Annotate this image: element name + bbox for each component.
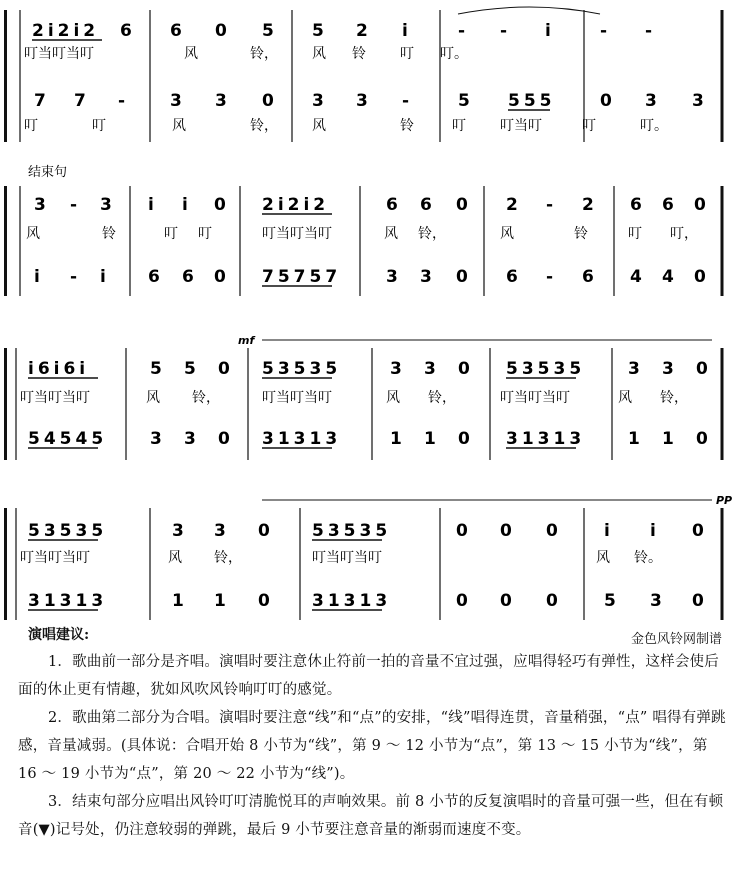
lyric: 风 — [500, 226, 514, 242]
lyric: 风 — [386, 390, 400, 406]
lyric: 铃 — [400, 118, 414, 134]
tie-arc — [458, 7, 600, 14]
note: 53535 — [28, 521, 108, 541]
note: 3 — [34, 195, 46, 215]
note: 7 — [74, 91, 86, 111]
note: 555 — [508, 91, 556, 111]
note: - — [70, 195, 78, 215]
lyric: 叮当叮当叮 — [20, 390, 90, 406]
note: 2i2i2 — [262, 195, 330, 215]
lyric: 叮 — [400, 46, 414, 62]
lyric: 叮当叮 — [500, 118, 542, 134]
note: 1 — [662, 429, 674, 449]
lyric: 铃， — [214, 550, 242, 566]
note: 54545 — [28, 429, 108, 449]
lyric: 风 — [172, 118, 186, 134]
note: 5 — [604, 591, 616, 611]
note: 0 — [262, 91, 274, 111]
note: 0 — [258, 521, 270, 541]
note: 3 — [356, 91, 368, 111]
lyric: 风 — [26, 226, 40, 242]
note: 3 — [184, 429, 196, 449]
note: - — [600, 21, 608, 41]
note: i — [545, 21, 551, 41]
note: 3 — [662, 359, 674, 379]
note: 3 — [390, 359, 402, 379]
note: 3 — [172, 521, 184, 541]
note: 0 — [696, 359, 708, 379]
lyric: 铃， — [660, 390, 688, 406]
note: i — [148, 195, 154, 215]
note: 5 — [312, 21, 324, 41]
note: 0 — [500, 591, 512, 611]
note: 1 — [424, 429, 436, 449]
note: 6 — [386, 195, 398, 215]
note: 0 — [214, 195, 226, 215]
note: 3 — [645, 91, 657, 111]
lyric: 叮 — [24, 118, 38, 134]
lyric: 铃。 — [634, 550, 662, 566]
advice-paragraph-1: 1．歌曲前一部分是齐唱。演唱时要注意休止符前一拍的音量不宜过强，应唱得轻巧有弹性，这样会使后面的休止更有情趣，犹如风吹风铃响叮叮的感觉。 — [18, 654, 719, 698]
note: 0 — [546, 521, 558, 541]
lyric: 铃 — [574, 226, 588, 242]
note: 31313 — [28, 591, 108, 611]
lyric: 铃， — [418, 226, 446, 242]
note: 2i2i2 — [32, 21, 100, 41]
note: 3 — [215, 91, 227, 111]
note: i — [100, 267, 106, 287]
lyric: 铃， — [428, 390, 456, 406]
lyric: 风 — [312, 46, 326, 62]
system-bracket — [4, 186, 7, 296]
lyric: 风 — [184, 46, 198, 62]
note: 0 — [215, 21, 227, 41]
note: 2 — [582, 195, 594, 215]
dynamic-mark: mf — [238, 334, 255, 347]
lyric: 叮当叮当叮 — [24, 46, 94, 62]
lyric: 叮 — [198, 226, 212, 242]
section-label: 结束句 — [28, 165, 68, 180]
note: 6 — [182, 267, 194, 287]
note: 3 — [424, 359, 436, 379]
note: 4 — [630, 267, 642, 287]
lyric: 铃， — [250, 118, 278, 134]
note: 3 — [100, 195, 112, 215]
note: 0 — [694, 195, 706, 215]
note: 6 — [420, 195, 432, 215]
note: 5 — [184, 359, 196, 379]
note: 31313 — [262, 429, 342, 449]
note: 1 — [390, 429, 402, 449]
lyric: 叮当叮当叮 — [500, 390, 570, 406]
note: i6i6i — [28, 359, 90, 379]
note: 6 — [148, 267, 160, 287]
lyric: 铃， — [250, 46, 278, 62]
note: 7 — [34, 91, 46, 111]
note: 0 — [456, 591, 468, 611]
note: 0 — [456, 195, 468, 215]
system-bracket — [4, 348, 7, 460]
note: 0 — [458, 359, 470, 379]
lyric: 风 — [618, 390, 632, 406]
lyric: 风 — [312, 118, 326, 134]
note: 3 — [650, 591, 662, 611]
lyric: 铃 — [352, 46, 366, 62]
note: 2 — [356, 21, 368, 41]
lyric: 叮， — [670, 226, 698, 242]
note: 5 — [262, 21, 274, 41]
note: 0 — [258, 591, 270, 611]
note: 1 — [628, 429, 640, 449]
note: i — [604, 521, 610, 541]
note: 3 — [170, 91, 182, 111]
note: 2 — [506, 195, 518, 215]
note: 3 — [150, 429, 162, 449]
note: 0 — [214, 267, 226, 287]
note: - — [546, 267, 554, 287]
note: 53535 — [262, 359, 342, 379]
performance-advice — [18, 624, 730, 844]
note: 3 — [692, 91, 704, 111]
note: - — [546, 195, 554, 215]
note: 0 — [458, 429, 470, 449]
note: 75757 — [262, 267, 342, 287]
lyric: 叮 — [582, 118, 596, 134]
note: 3 — [420, 267, 432, 287]
note: 0 — [692, 521, 704, 541]
note: 0 — [456, 267, 468, 287]
note: 53535 — [312, 521, 392, 541]
lyric: 叮 — [628, 226, 642, 242]
lyric: 叮。 — [440, 46, 468, 62]
lyric: 风 — [168, 550, 182, 566]
note: 53535 — [506, 359, 586, 379]
note: 5 — [150, 359, 162, 379]
advice-paragraph-2: 2．歌曲第二部分为合唱。演唱时要注意“线”和“点”的安排，“线”唱得连贯，音量稍强，“点” 唱得有弹跳感，音量减弱。(具体说：合唱开始 8 小节为“线”，第 9 ～ 12 小节为“点”，第 13 ～ 15 小节为“线”，第 16 ～ 19 小节为“点”，第 20 ～ 22 小节为“线”)。 — [18, 710, 726, 782]
score-credit: 金色风铃网制谱 — [630, 632, 722, 647]
lyric: 叮。 — [640, 118, 668, 134]
note: 6 — [630, 195, 642, 215]
note: 3 — [214, 521, 226, 541]
system-bracket — [4, 10, 7, 142]
note: 6 — [662, 195, 674, 215]
note: 4 — [662, 267, 674, 287]
system-bracket — [4, 508, 7, 620]
note: - — [500, 21, 508, 41]
note: 0 — [692, 591, 704, 611]
note: - — [118, 91, 126, 111]
note: - — [458, 21, 466, 41]
note: 1 — [214, 591, 226, 611]
lyric: 叮当叮当叮 — [262, 226, 332, 242]
note: 31313 — [506, 429, 586, 449]
note: 0 — [694, 267, 706, 287]
lyric: 铃， — [192, 390, 220, 406]
note: 0 — [456, 521, 468, 541]
lyric: 叮 — [164, 226, 178, 242]
lyric: 叮 — [92, 118, 106, 134]
note: 31313 — [312, 591, 392, 611]
note: i — [34, 267, 40, 287]
lyric: 叮当叮当叮 — [312, 550, 382, 566]
note: 6 — [170, 21, 182, 41]
note: 0 — [546, 591, 558, 611]
note: - — [645, 21, 653, 41]
note: 1 — [172, 591, 184, 611]
note: 0 — [218, 429, 230, 449]
note: 5 — [458, 91, 470, 111]
lyric: 叮 — [452, 118, 466, 134]
note: 3 — [386, 267, 398, 287]
note: 3 — [628, 359, 640, 379]
note: i — [182, 195, 188, 215]
note: 6 — [582, 267, 594, 287]
advice-paragraph-3: 3．结束句部分应唱出风铃叮叮清脆悦耳的声响效果。前 8 小节的反复演唱时的音量可强一些，但在有顿音(▼)记号处，仍注意较弱的弹跳，最后 9 小节要注意音量的渐弱而速度不变。 — [18, 794, 724, 838]
note: 0 — [500, 521, 512, 541]
advice-title: 演唱建议: — [28, 627, 90, 643]
dynamic-mark: PP — [716, 494, 733, 507]
note: 0 — [696, 429, 708, 449]
note: i — [402, 21, 408, 41]
note: 6 — [506, 267, 518, 287]
lyric: 风 — [596, 550, 610, 566]
lyric: 叮当叮当叮 — [20, 550, 90, 566]
lyric: 风 — [384, 226, 398, 242]
note: - — [70, 267, 78, 287]
note: 0 — [600, 91, 612, 111]
lyric: 风 — [146, 390, 160, 406]
note: - — [402, 91, 410, 111]
note: 0 — [218, 359, 230, 379]
note: 3 — [312, 91, 324, 111]
note: i — [650, 521, 656, 541]
note: 6 — [120, 21, 132, 41]
lyric: 叮当叮当叮 — [262, 390, 332, 406]
lyric: 铃 — [102, 226, 116, 242]
